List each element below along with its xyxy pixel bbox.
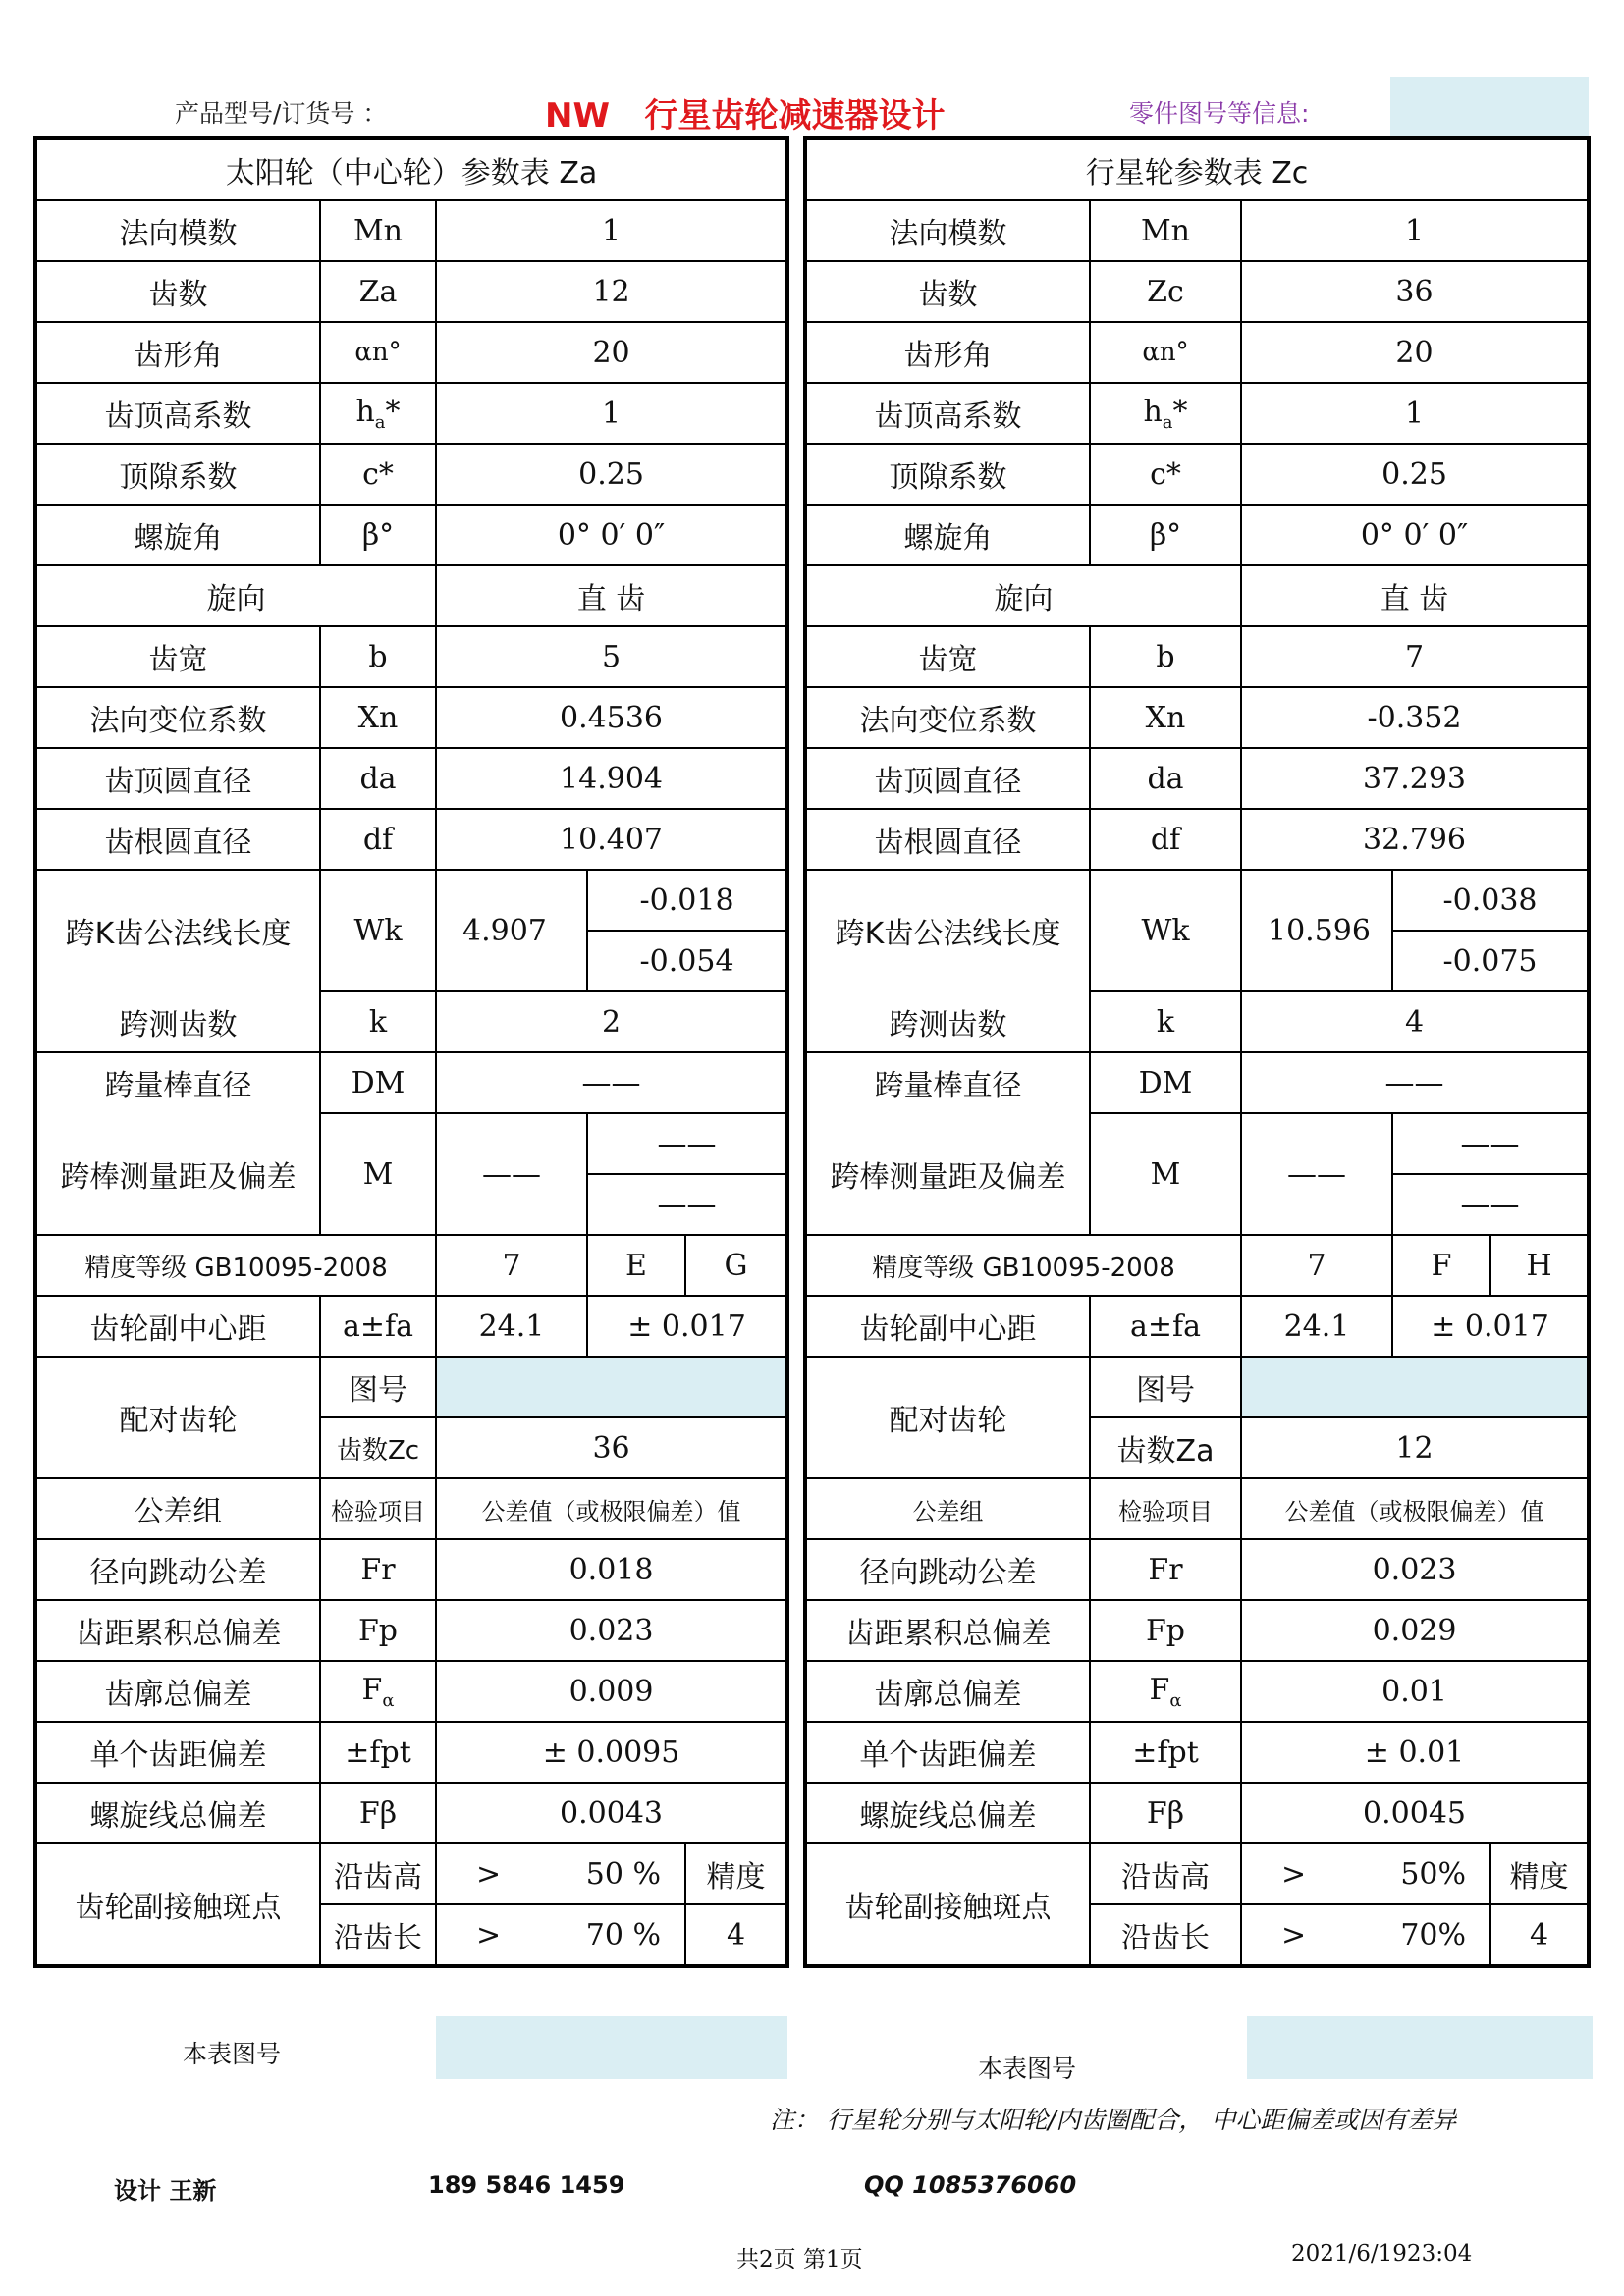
sun-wk-lower: -0.054	[587, 931, 787, 991]
planet-tolerance-group-header: 公差组	[805, 1478, 1090, 1539]
planet-tip-label: 齿顶圆直径	[805, 748, 1090, 809]
planet-root-symbol: df	[1090, 809, 1241, 870]
planet-shift-value: -0.352	[1241, 687, 1589, 748]
sun-addendum-value: 1	[436, 383, 787, 444]
planet-center-value: 24.1	[1241, 1296, 1392, 1357]
sun-wk-value: 4.907	[436, 870, 587, 991]
sun-m-symbol: M	[320, 1113, 436, 1235]
sun-tolerance-value-header: 公差值（或极限偏差）值	[436, 1478, 787, 1539]
sun-fp-symbol: Fp	[320, 1600, 436, 1661]
planet-drawing-number-field[interactable]	[1247, 2016, 1593, 2079]
planet-profile-label: 齿廓总偏差	[805, 1661, 1090, 1722]
sun-accuracy-b: G	[685, 1235, 787, 1296]
planet-angle-symbol: αn°	[1090, 322, 1241, 383]
planet-teeth-value: 36	[1241, 261, 1589, 322]
sun-width-label: 齿宽	[35, 626, 320, 687]
sun-helix-value: 0° 0′ 0″	[436, 505, 787, 565]
sun-angle-symbol: αn°	[320, 322, 436, 383]
planet-contact-accuracy-value: 4	[1490, 1904, 1589, 1966]
sun-module-symbol: Mn	[320, 200, 436, 261]
sun-contact-length-value: > 70 %	[436, 1904, 685, 1966]
planet-fp-symbol: Fp	[1090, 1600, 1241, 1661]
planet-inspection-item-header: 检验项目	[1090, 1478, 1241, 1539]
planet-m-symbol: M	[1090, 1113, 1241, 1235]
sun-fpt-value: ± 0.0095	[436, 1722, 787, 1783]
sun-tolerance-group-header: 公差组	[35, 1478, 320, 1539]
planet-helix-value: 0° 0′ 0″	[1241, 505, 1589, 565]
planet-module-value: 1	[1241, 200, 1589, 261]
sun-k-label: 跨测齿数	[35, 991, 320, 1052]
sun-addendum-label: 齿顶高系数	[35, 383, 320, 444]
planet-fpt-label: 单个齿距偏差	[805, 1722, 1090, 1783]
planet-angle-value: 20	[1241, 322, 1589, 383]
sun-helix-deviation-label: 螺旋线总偏差	[35, 1783, 320, 1843]
planet-k-label: 跨测齿数	[805, 991, 1090, 1052]
sun-module-label: 法向模数	[35, 200, 320, 261]
sun-helix-symbol: β°	[320, 505, 436, 565]
sun-tip-symbol: da	[320, 748, 436, 809]
planet-teeth-symbol: Zc	[1090, 261, 1241, 322]
sun-fpt-label: 单个齿距偏差	[35, 1722, 320, 1783]
planet-helix-deviation-value: 0.0045	[1241, 1783, 1589, 1843]
planet-fr-symbol: Fr	[1090, 1539, 1241, 1600]
planet-table-title: 行星轮参数表 Zc	[805, 138, 1589, 200]
sun-contact-accuracy-value: 4	[685, 1904, 787, 1966]
planet-mate-drawing-label: 图号	[1090, 1357, 1241, 1417]
sun-helix-deviation-symbol: Fβ	[320, 1783, 436, 1843]
planet-width-label: 齿宽	[805, 626, 1090, 687]
planet-contact-label: 齿轮副接触斑点	[805, 1843, 1090, 1966]
sun-k-value: 2	[436, 991, 787, 1052]
sun-k-symbol: k	[320, 991, 436, 1052]
sun-root-value: 10.407	[436, 809, 787, 870]
sun-shift-value: 0.4536	[436, 687, 787, 748]
sun-contact-label: 齿轮副接触斑点	[35, 1843, 320, 1966]
print-datetime: 2021/6/1923:04	[1291, 2241, 1473, 2267]
designer-qq: QQ 1085376060	[864, 2171, 1077, 2199]
planet-wk-symbol: Wk	[1090, 870, 1241, 991]
planet-helix-deviation-symbol: Fβ	[1090, 1783, 1241, 1843]
sun-wk-symbol: Wk	[320, 870, 436, 991]
document-title: NW 行星齿轮减速器设计	[545, 96, 946, 135]
sun-m-value: ——	[436, 1113, 587, 1235]
sun-profile-value: 0.009	[436, 1661, 787, 1722]
planet-hand-label: 旋向	[805, 565, 1241, 626]
sun-m-upper: ——	[587, 1113, 787, 1174]
sun-root-label: 齿根圆直径	[35, 809, 320, 870]
planet-helix-label: 螺旋角	[805, 505, 1090, 565]
planet-accuracy-b: H	[1490, 1235, 1589, 1296]
planet-wk-label: 跨K齿公法线长度	[805, 870, 1090, 991]
product-number-label: 产品型号/订货号 ：	[175, 99, 388, 128]
planet-helix-symbol: β°	[1090, 505, 1241, 565]
page-counter: 共2页 第1页	[736, 2247, 863, 2272]
sun-shift-label: 法向变位系数	[35, 687, 320, 748]
sun-profile-label: 齿廓总偏差	[35, 1661, 320, 1722]
sun-drawing-number-label: 本表图号	[183, 2040, 282, 2068]
planet-dm-label: 跨量棒直径	[805, 1052, 1090, 1113]
planet-width-symbol: b	[1090, 626, 1241, 687]
planet-width-value: 7	[1241, 626, 1589, 687]
sun-contact-length-label: 沿齿长	[320, 1904, 436, 1966]
planet-fr-label: 径向跳动公差	[805, 1539, 1090, 1600]
sun-tip-label: 齿顶圆直径	[35, 748, 320, 809]
sun-helix-deviation-value: 0.0043	[436, 1783, 787, 1843]
planet-drawing-number-label: 本表图号	[978, 2055, 1077, 2083]
sun-fpt-symbol: ±fpt	[320, 1722, 436, 1783]
sun-dm-label: 跨量棒直径	[35, 1052, 320, 1113]
sun-dm-symbol: DM	[320, 1052, 436, 1113]
sun-clearance-label: 顶隙系数	[35, 444, 320, 505]
sun-contact-height-label: 沿齿高	[320, 1843, 436, 1904]
footnote: 注： 行星轮分别与太阳轮/内齿圈配合， 中心距偏差或因有差异	[770, 2106, 1457, 2134]
sun-center-symbol: a±fa	[320, 1296, 436, 1357]
planet-contact-length-label: 沿齿长	[1090, 1904, 1241, 1966]
planet-profile-value: 0.01	[1241, 1661, 1589, 1722]
planet-accuracy-a: F	[1392, 1235, 1490, 1296]
sun-drawing-number-field[interactable]	[436, 2016, 787, 2079]
sun-teeth-value: 12	[436, 261, 787, 322]
planet-shift-label: 法向变位系数	[805, 687, 1090, 748]
planet-contact-height-label: 沿齿高	[1090, 1843, 1241, 1904]
planet-clearance-label: 顶隙系数	[805, 444, 1090, 505]
sun-mate-teeth-value: 36	[436, 1417, 787, 1478]
sun-teeth-symbol: Za	[320, 261, 436, 322]
sun-hand-value: 直 齿	[436, 565, 787, 626]
sun-shift-symbol: Xn	[320, 687, 436, 748]
sun-angle-label: 齿形角	[35, 322, 320, 383]
sun-width-symbol: b	[320, 626, 436, 687]
planet-addendum-symbol: $h_a*$	[1090, 383, 1241, 444]
sun-accuracy-label: 精度等级 GB10095-2008	[35, 1235, 436, 1296]
sun-dm-value: ——	[436, 1052, 787, 1113]
planet-accuracy-grade: 7	[1241, 1235, 1392, 1296]
sun-clearance-symbol: c*	[320, 444, 436, 505]
planet-module-symbol: Mn	[1090, 200, 1241, 261]
sun-inspection-item-header: 检验项目	[320, 1478, 436, 1539]
planet-clearance-value: 0.25	[1241, 444, 1589, 505]
planet-k-value: 4	[1241, 991, 1589, 1052]
sun-angle-value: 20	[436, 322, 787, 383]
sun-contact-height-value: > 50 %	[436, 1843, 685, 1904]
planet-fp-value: 0.029	[1241, 1600, 1589, 1661]
planet-tip-symbol: da	[1090, 748, 1241, 809]
sun-mate-drawing-label: 图号	[320, 1357, 436, 1417]
planet-teeth-label: 齿数	[805, 261, 1090, 322]
sun-gear-table	[33, 136, 789, 1968]
sun-fp-label: 齿距累积总偏差	[35, 1600, 320, 1661]
planet-dm-symbol: DM	[1090, 1052, 1241, 1113]
sun-wk-upper: -0.018	[587, 870, 787, 931]
designer-phone: 189 5846 1459	[428, 2171, 625, 2199]
sun-profile-symbol: $F_\alpha$	[320, 1661, 436, 1722]
planet-clearance-symbol: c*	[1090, 444, 1241, 505]
part-info-field[interactable]	[1390, 77, 1589, 137]
planet-mate-teeth-label: 齿数Za	[1090, 1417, 1241, 1478]
part-info-label: 零件图号等信息:	[1129, 99, 1310, 128]
planet-m-upper: ——	[1392, 1113, 1589, 1174]
planet-contact-height-value: > 50%	[1241, 1843, 1490, 1904]
planet-fpt-symbol: ±fpt	[1090, 1722, 1241, 1783]
planet-addendum-label: 齿顶高系数	[805, 383, 1090, 444]
planet-mate-drawing-field[interactable]	[1241, 1357, 1589, 1417]
sun-mate-teeth-label: 齿数Zc	[320, 1417, 436, 1478]
sun-hand-label: 旋向	[35, 565, 436, 626]
sun-helix-label: 螺旋角	[35, 505, 320, 565]
sun-root-symbol: df	[320, 809, 436, 870]
planet-m-label: 跨棒测量距及偏差	[805, 1113, 1090, 1235]
planet-m-lower: ——	[1392, 1174, 1589, 1235]
sun-fp-value: 0.023	[436, 1600, 787, 1661]
sun-addendum-symbol: $h_a*$	[320, 383, 436, 444]
sun-accuracy-a: E	[587, 1235, 685, 1296]
planet-angle-label: 齿形角	[805, 322, 1090, 383]
planet-mate-teeth-value: 12	[1241, 1417, 1589, 1478]
planet-hand-value: 直 齿	[1241, 565, 1589, 626]
planet-profile-symbol: $F_\alpha$	[1090, 1661, 1241, 1722]
sun-center-label: 齿轮副中心距	[35, 1296, 320, 1357]
planet-m-value: ——	[1241, 1113, 1392, 1235]
sun-teeth-label: 齿数	[35, 261, 320, 322]
planet-contact-accuracy-label: 精度	[1490, 1843, 1589, 1904]
sun-tip-value: 14.904	[436, 748, 787, 809]
planet-gear-table	[803, 136, 1591, 1968]
sun-m-label: 跨棒测量距及偏差	[35, 1113, 320, 1235]
planet-fp-label: 齿距累积总偏差	[805, 1600, 1090, 1661]
planet-shift-symbol: Xn	[1090, 687, 1241, 748]
planet-mate-label: 配对齿轮	[805, 1357, 1090, 1478]
planet-center-tolerance: ± 0.017	[1392, 1296, 1589, 1357]
planet-tolerance-value-header: 公差值（或极限偏差）值	[1241, 1478, 1589, 1539]
planet-wk-upper: -0.038	[1392, 870, 1589, 931]
sun-fr-value: 0.018	[436, 1539, 787, 1600]
planet-root-label: 齿根圆直径	[805, 809, 1090, 870]
sun-mate-label: 配对齿轮	[35, 1357, 320, 1478]
sun-accuracy-grade: 7	[436, 1235, 587, 1296]
planet-fpt-value: ± 0.01	[1241, 1722, 1589, 1783]
sun-m-lower: ——	[587, 1174, 787, 1235]
planet-fr-value: 0.023	[1241, 1539, 1589, 1600]
designer-name: 设计 王新	[114, 2177, 217, 2205]
sun-module-value: 1	[436, 200, 787, 261]
planet-wk-value: 10.596	[1241, 870, 1392, 991]
planet-helix-deviation-label: 螺旋线总偏差	[805, 1783, 1090, 1843]
planet-center-symbol: a±fa	[1090, 1296, 1241, 1357]
sun-table-title: 太阳轮（中心轮）参数表 Za	[35, 138, 787, 200]
planet-addendum-value: 1	[1241, 383, 1589, 444]
sun-wk-label: 跨K齿公法线长度	[35, 870, 320, 991]
sun-center-tolerance: ± 0.017	[587, 1296, 787, 1357]
sun-fr-label: 径向跳动公差	[35, 1539, 320, 1600]
planet-root-value: 32.796	[1241, 809, 1589, 870]
sun-mate-drawing-field[interactable]	[436, 1357, 787, 1417]
planet-tip-value: 37.293	[1241, 748, 1589, 809]
sun-width-value: 5	[436, 626, 787, 687]
planet-dm-value: ——	[1241, 1052, 1589, 1113]
planet-center-label: 齿轮副中心距	[805, 1296, 1090, 1357]
planet-module-label: 法向模数	[805, 200, 1090, 261]
sun-fr-symbol: Fr	[320, 1539, 436, 1600]
sun-center-value: 24.1	[436, 1296, 587, 1357]
planet-accuracy-label: 精度等级 GB10095-2008	[805, 1235, 1241, 1296]
sun-contact-accuracy-label: 精度	[685, 1843, 787, 1904]
planet-contact-length-value: > 70%	[1241, 1904, 1490, 1966]
sun-clearance-value: 0.25	[436, 444, 787, 505]
planet-wk-lower: -0.075	[1392, 931, 1589, 991]
planet-k-symbol: k	[1090, 991, 1241, 1052]
